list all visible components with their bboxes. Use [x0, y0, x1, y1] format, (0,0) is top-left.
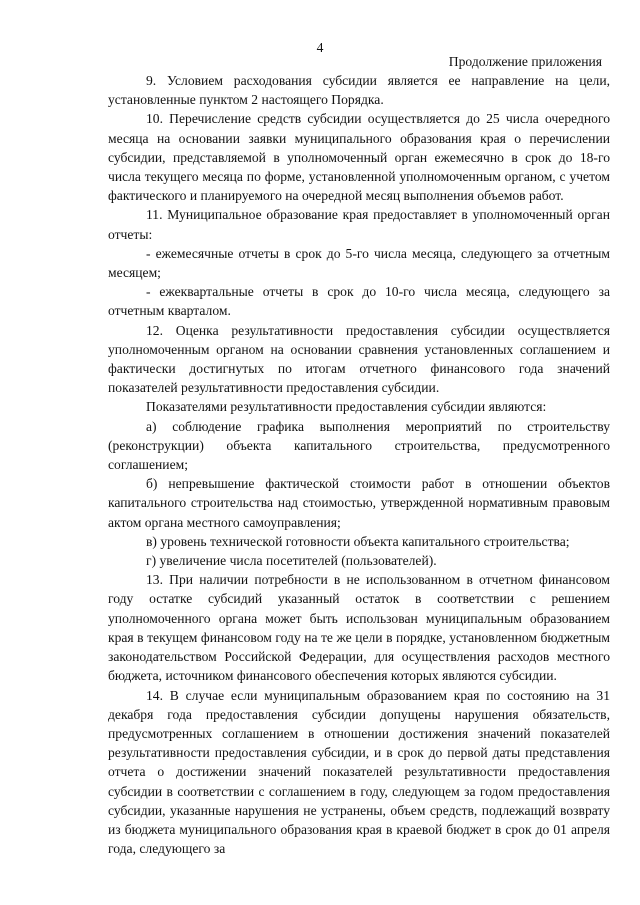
document-body [108, 71, 610, 858]
list-item-monthly-reports: - ежемесячные отчеты в срок до 5-го числа месяца, следующего за отчетным месяцем; [108, 245, 610, 281]
paragraph-13: 13. При наличии потребности в не использованном в отчетном финансовом году остатке субсидий указанный остаток в соответствии с решением уполномоченного органа может быть использован муниципальным образованием края в текущем финансовом году на те же цели в порядке, установленном бюджетным законодательством Российской Федерации, для осуществления расходов местного бюджета, источником финансового обеспечения которых являются субсидии. [108, 572, 610, 684]
indicator-b: б) непревышение фактической стоимости работ в отношении объектов капитального строительства над стоимостью, утвержденной нормативным правовым актом органа местного самоуправления; [108, 476, 610, 530]
page-number: 4 [316, 40, 324, 55]
paragraph-10: 10. Перечисление средств субсидии осуществляется до 25 числа очередного месяца на основании заявки муниципального образования края о перечислении субсидии, представляемой в уполномоченный орган ежемесячно в срок до 18-го числа текущего месяца по форме, установленной уполномоченным органом, с учетом фактического и планируемого на очередной месяц выполнения объемов работ. [108, 111, 610, 204]
appendix-note: Продолжение приложения [448, 54, 602, 69]
indicator-g: г) увеличение числа посетителей (пользователей). [146, 553, 437, 569]
paragraph-11: 11. Муниципальное образование края предоставляет в уполномоченный орган отчеты: [108, 207, 610, 242]
list-item-quarterly-reports: - ежеквартальные отчеты в срок до 10-го числа месяца, следующего за отчетным кварталом. [108, 284, 610, 319]
paragraph-12: 12. Оценка результативности предоставления субсидии осуществляется уполномоченным органом на основании сравнения установленных соглашением и фактически достигнутых по итогам отчетного финансового года значений показателей результативности предоставления субсидии. [108, 322, 610, 396]
indicator-a: а) соблюдение графика выполнения мероприятий по строительству (реконструкции) объекта капитального строительства, предусмотренного соглашением; [108, 418, 610, 473]
paragraph-9: 9. Условием расходования субсидии является ее направление на цели, установленные пунктом 2 настоящего Порядка. [108, 73, 610, 108]
indicator-v: в) уровень технической готовности объекта капитального строительства; [146, 533, 570, 549]
paragraph-14: 14. В случае если муниципальным образованием края по состоянию на 31 декабря года предоставления субсидии допущены нарушения обязательств, предусмотренных соглашением в отношении достижения значений показателей результативности предоставления субсидии, и в срок до первой даты представления отчета о достижении значений показателей результативности предоставления субсидии в соответствии с соглашением в году, следующем за годом предоставления субсидии, указанные нарушения не устранены, объем средств, подлежащий возврату из бюджета муниципального образования края в краевой бюджет в срок до 01 апреля года, следующего за [108, 687, 610, 857]
indicators-intro: Показателями результативности предоставления субсидии являются: [146, 399, 547, 415]
